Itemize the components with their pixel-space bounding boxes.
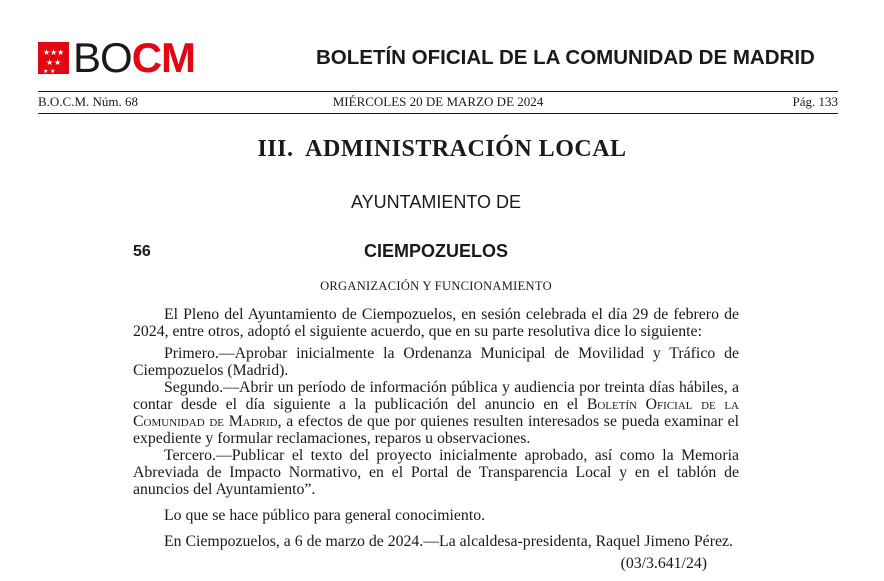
page-number: Pág. 133 (792, 94, 838, 109)
paragraph-publication: Lo que se hace público para general conocimiento. (164, 507, 486, 524)
municipality-heading: CIEMPOZUELOS (363, 241, 508, 261)
gazette-reference: Boletín Oficial de la Comunidad de Madrid (133, 396, 739, 430)
section-title: III. ADMINISTRACIÓN LOCAL (257, 136, 627, 162)
paragraph-segundo: Segundo.—Abrir un período de información pública y audiencia por treinta días hábiles, a contar desde el día siguiente a la publicación del anuncio en el Boletín Oficial de la Comunidad de Madrid, a efectos de que por quienes resulten interesados se pueda examinar el expediente y formular reclamaciones, reparos u observaciones. (133, 379, 739, 447)
paragraph-primero: Primero.—Aprobar inicialmente la Ordenanza Municipal de Movilidad y Tráfico de Ciempozuelos (Madrid). (133, 345, 739, 379)
logo-text: BOCM (73, 34, 196, 81)
reference-code: (03/3.641/24) (620, 555, 707, 572)
subject-heading: ORGANIZACIÓN Y FUNCIONAMIENTO (320, 279, 552, 293)
issue-date: MIÉRCOLES 20 DE MARZO DE 2024 (332, 94, 544, 109)
ayuntamiento-heading: AYUNTAMIENTO DE (350, 192, 521, 212)
announcement-body (133, 306, 739, 572)
paragraph-signature: En Ciempozuelos, a 6 de marzo de 2024.—La alcaldesa-presidenta, Raquel Jimeno Pérez. (164, 533, 733, 550)
paragraph-intro: El Pleno del Ayuntamiento de Ciempozuelos, en sesión celebrada el día 29 de febrero de 2024, entre otros, adoptó el siguiente acuerdo, que en su parte resolutiva dice lo siguiente: (133, 306, 739, 340)
bocm-logo (38, 34, 196, 81)
gazette-title: BOLETÍN OFICIAL DE LA COMUNIDAD DE MADRID (316, 46, 815, 69)
entry-number: 56 (133, 243, 151, 260)
header-rule-top (38, 91, 838, 92)
paragraph-tercero: Tercero.—Publicar el texto del proyecto inicialmente aprobado, así como la Memoria Abreviada de Impacto Normativo, en el Portal de Transparencia Local y en el tablón de anuncios del Ayuntamiento”. (133, 447, 739, 498)
madrid-flag-icon: ★ ★ ★ ★ ★ ★ ★ (38, 42, 69, 74)
issue-meta-row (38, 94, 838, 110)
issue-number: B.O.C.M. Núm. 68 (38, 94, 139, 109)
header-rule-bottom (38, 113, 838, 114)
